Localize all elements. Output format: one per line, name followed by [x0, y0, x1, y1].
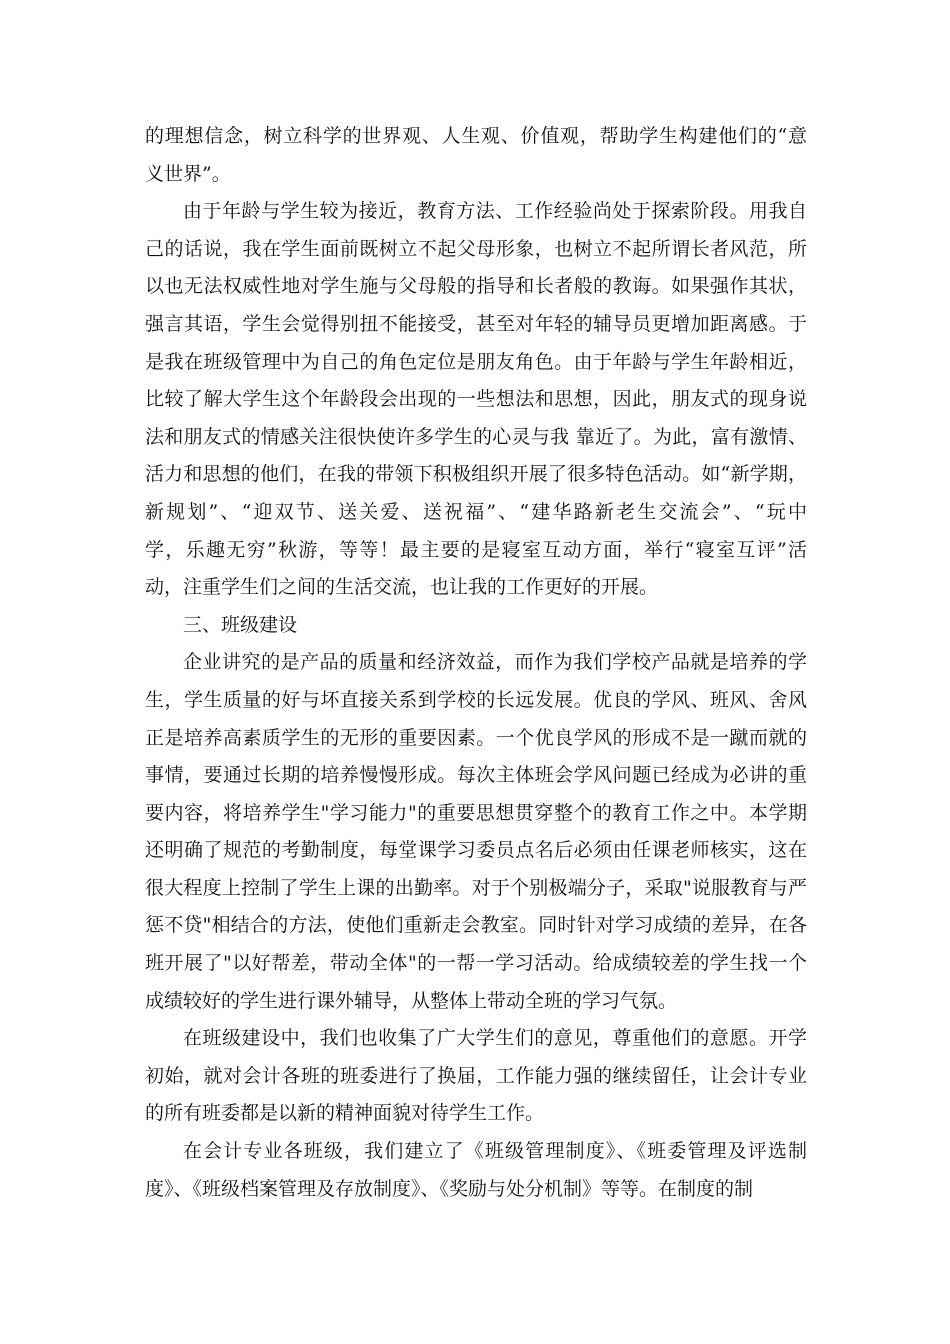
- paragraph: [145, 193, 807, 607]
- text-line: 强言其语，学生会觉得别扭不能接受，甚至对年轻的辅导员更增加距离感。于: [145, 312, 807, 335]
- text-line: 事情，要通过长期的培养慢慢形成。每次主体班会学风问题已经成为必讲的重: [145, 764, 807, 787]
- text-line: 要内容，将培养学生"学习能力"的重要思想贯穿整个的教育工作之中。本学期: [145, 801, 807, 824]
- text-line: 学，乐趣无穷”秋游，等等！最主要的是寝室互动方面，举行“寝室互评”活: [145, 538, 807, 561]
- text-line: 比较了解大学生这个年龄段会出现的一些想法和思想，因此，朋友式的现身说: [145, 388, 807, 411]
- text-line: 度》、《班级档案管理及存放制度》、《奖励与处分机制》等等。在制度的制: [145, 1177, 754, 1200]
- text-line: 在班级建设中，我们也收集了广大学生们的意见，尊重他们的意愿。开学: [183, 1027, 807, 1050]
- paragraph: [145, 607, 807, 645]
- text-line: 以也无法权威性地对学生施与父母般的指导和长者般的教诲。如果强作其状，: [145, 275, 807, 298]
- text-line: 成绩较好的学生进行课外辅导，从整体上带动全班的学习气氛。: [145, 989, 678, 1012]
- text-line: 的所有班委都是以新的精神面貌对待学生工作。: [145, 1102, 545, 1125]
- paragraph: [145, 1133, 807, 1208]
- document-body: [145, 118, 807, 1208]
- text-line: 企业讲究的是产品的质量和经济效益，而作为我们学校产品就是培养的学: [183, 651, 807, 674]
- text-line: 法和朋友式的情感关注很快使许多学生的心灵与我 靠近了。为此，富有激情、: [145, 425, 807, 448]
- text-line: 班开展了"以好帮差，带动全体"的一帮一学习活动。给成绩较差的学生找一个: [145, 952, 807, 975]
- text-line: 很大程度上控制了学生上课的出勤率。对于个别极端分子，采取"说服教育与严: [145, 876, 807, 899]
- text-line: 的理想信念，树立科学的世界观、人生观、价值观，帮助学生构建他们的“意: [145, 125, 807, 147]
- paragraph: [145, 118, 807, 193]
- text-line: 新规划”、“迎双节、送关爱、送祝福”、“建华路新老生交流会”、“玩中: [145, 500, 807, 523]
- text-line: 正是培养高素质学生的无形的重要因素。一个优良学风的形成不是一蹴而就的: [145, 726, 807, 749]
- text-line: 是我在班级管理中为自己的角色定位是朋友角色。由于年龄与学生年龄相近，: [145, 350, 807, 373]
- text-line: 义世界”。: [145, 162, 231, 185]
- text-line: 在会计专业各班级，我们建立了《班级管理制度》、《班委管理及评选制: [183, 1140, 807, 1163]
- text-line: 还明确了规范的考勤制度，每堂课学习委员点名后必须由任课老师核实，这在: [145, 839, 807, 862]
- paragraph: [145, 644, 807, 1020]
- text-line: 三、班级建设: [183, 613, 298, 636]
- text-line: 由于年龄与学生较为接近，教育方法、工作经验尚处于探索阶段。用我自: [183, 200, 807, 223]
- text-line: 惩不贷"相结合的方法，使他们重新走会教室。同时针对学习成绩的差异，在各: [145, 914, 807, 937]
- text-line: 己的话说，我在学生面前既树立不起父母形象，也树立不起所谓长者风范，所: [145, 237, 807, 260]
- text-line: 活力和思想的他们，在我的带领下积极组织开展了很多特色活动。如“新学期，: [145, 463, 807, 486]
- text-line: 初始，就对会计各班的班委进行了换届，工作能力强的继续留任，让会计专业: [145, 1064, 807, 1087]
- paragraph: [145, 1020, 807, 1133]
- text-line: 生，学生质量的好与坏直接关系到学校的长远发展。优良的学风、班风、舍风: [145, 688, 807, 711]
- text-line: 动，注重学生们之间的生活交流，也让我的工作更好的开展。: [145, 576, 659, 599]
